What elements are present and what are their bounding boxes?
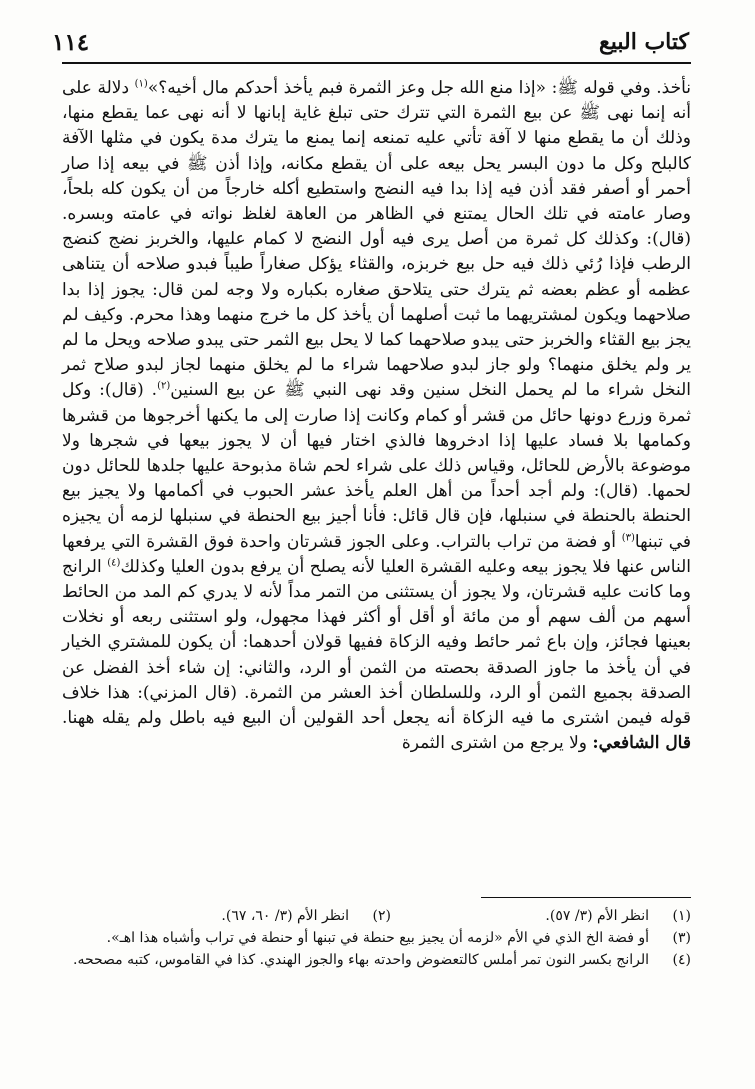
running-title: كتاب البيع	[599, 29, 689, 55]
footnote-number: (١)	[672, 908, 691, 924]
header-rule	[62, 62, 691, 64]
footnote-2	[91, 905, 391, 927]
footnotes	[62, 905, 691, 971]
footnote-text: الرانج بكسر النون تمر أملس كالتعضوض واحدته بهاء والجوز الهندي. كذا في القاموس، كتبه مصححه.	[73, 952, 649, 968]
footnote-3	[62, 927, 691, 949]
body-paragraph	[62, 76, 691, 756]
page-header	[52, 22, 689, 62]
footnote-text: أو فضة الخ الذي في الأم «لزمه أن يجيز بيع حنطة في تبنها أو حنطة في تراب وأشباه هذا اهـ».	[106, 930, 649, 946]
footnote-4	[62, 949, 691, 971]
footnote-1	[391, 905, 691, 927]
footnote-ref-4: (٤)	[107, 557, 121, 569]
footnote-ref-1: (١)	[134, 78, 148, 90]
footnote-number: (٤)	[672, 952, 691, 968]
text-segment: نأخذ. وفي قوله ﷺ: «إذا منع الله جل وعز الثمرة فبم يأخذ أحدكم مال أخيه؟»	[147, 78, 691, 98]
text-segment: الرانج وما كانت عليه قشرتان، ولا يجوز أن يستثنى من التمر مداً لأنه لا يدري كم المد من الحائط أسهم من ألف سهم أو من مائة أو أقل أو أكثر فهذا مجهول، ولو استثنى ربعه أو نخلات بعينها فجائز، وإن باع ثمر حائط وفيه الزكاة ففيها قولان أحدهما: أن يكون للمشتري الخيار في أن يأخذ ما جاوز الصدقة بحصته من الثمن أو الرد، والثاني: إن شاء أخذ الفضل عن الصدقة بجميع الثمن أو الرد، وللسلطان أخذ العشر من الثمرة. (قال المزني): هذا خلاف قوله فيمن اشترى ما فيه الزكاة أنه يجعل أحد القولين أن البيع فيه باطل ولم يقله ههنا.	[62, 556, 691, 729]
footnote-pair	[62, 905, 691, 927]
main-text	[62, 76, 691, 756]
text-segment: أو فضة من تراب بالتراب. وعلى الجوز قشرتان واحدة فوق القشرة التي يرفعها الناس عنها فلا يجوز بيعه وعليه القشرة العليا لأنه يصلح أن يرفع بدون العليا وكذلك	[62, 531, 691, 577]
text-segment: . (قال): وكل ثمرة وزرع دونها حائل من قشر أو كمام وكانت إذا صارت إلى ما يكنها أخرجوها من قشرها وكمامها بلا فساد عليها إذا ادخروها فالذي اختار فيها أن لا يجوز بيعها في شجرها ولا موضوعة بالأرض للحائل، وقياس ذلك على شراء لحم شاة مذبوحة عليها جلدها للحائل دون لحمها. (قال): ولم أجد أحداً من أهل العلم يأخذ عشر الحبوب في أكمامها ولا يجيز بيع الحنطة بالحنطة في سنبلها، فإن قال قائل: فأنا أجيز بيع الحنطة في سنبلها لزمه أن يجيزه في تبنها	[62, 380, 691, 552]
page-number: ١١٤	[52, 28, 90, 56]
footnote-rule	[481, 897, 691, 898]
footnote-ref-3: (٣)	[621, 532, 635, 543]
footnote-number: (٢)	[372, 908, 391, 924]
text-segment: دلالة على أنه إنما نهى ﷺ عن بيع الثمرة التي تترك حتى تبلغ غاية إبانها لا أنه نهى عما يقطع منها، وذلك أن ما يقطع منها لا آفة تأتي عليه تمنعه إنما يمنع ما يترك مدة يكون في مثلها الآفة كالبلح وكل ما دون البسر يحل بيعه على أن يقطع مكانه، وإذا أذن ﷺ في بيعه إذا صار أحمر أو أصفر فقد أذن فيه إذا بدا فيه النضج واستطيع أكله خارجاً من أن يكون كله بلحاً، وصار عامته في تلك الحال يمتنع في الظاهر من العاهة لغلظ نواته في عامته وبسره. (قال): وكذلك كل ثمرة من أصل يرى فيه أول النضج لا كمام عليها، والخربز نضج كنضج الرطب فإذا رُئي ذلك فيه حل بيع خربزه، والقثاء يؤكل صغاراً طيباً فبدو صلاحه أن يتناهى عظمه أو عظم بعضه ثم يترك حتى يتلاحق صغاره بكباره ولا وجه لمن قال: يجوز إذا بدا صلاحهما ويكون لمشتريهما ما ثبت أصلهما أن يأخذ كل ما خرج منهما وهذا محرم. وكيف لم يجز بيع القثاء والخربز حتى يبدو صلاحهما كما لا يحل بيع الثمر حتى يبدو صلاحه ويحل ما لم ير ولم يخلق منهما؟ ولو جاز لبدو صلاحهما شراء ما لم يخلق منهما لجاز لبدو صلاح ثمر النخل شراء ما لم يحمل النخل سنين وقد نهى النبي ﷺ عن بيع السنين	[62, 78, 691, 401]
footnote-ref-2: (٢)	[157, 380, 171, 392]
footnote-text: انظر الأم (٣/ ٦٠، ٦٧).	[221, 908, 349, 924]
speaker-label: قال الشافعي:	[592, 733, 691, 754]
footnote-text: انظر الأم (٣/ ٥٧).	[545, 908, 649, 924]
footnote-number: (٣)	[672, 930, 691, 946]
text-segment: ولا يرجع من اشترى الثمرة	[401, 733, 593, 754]
